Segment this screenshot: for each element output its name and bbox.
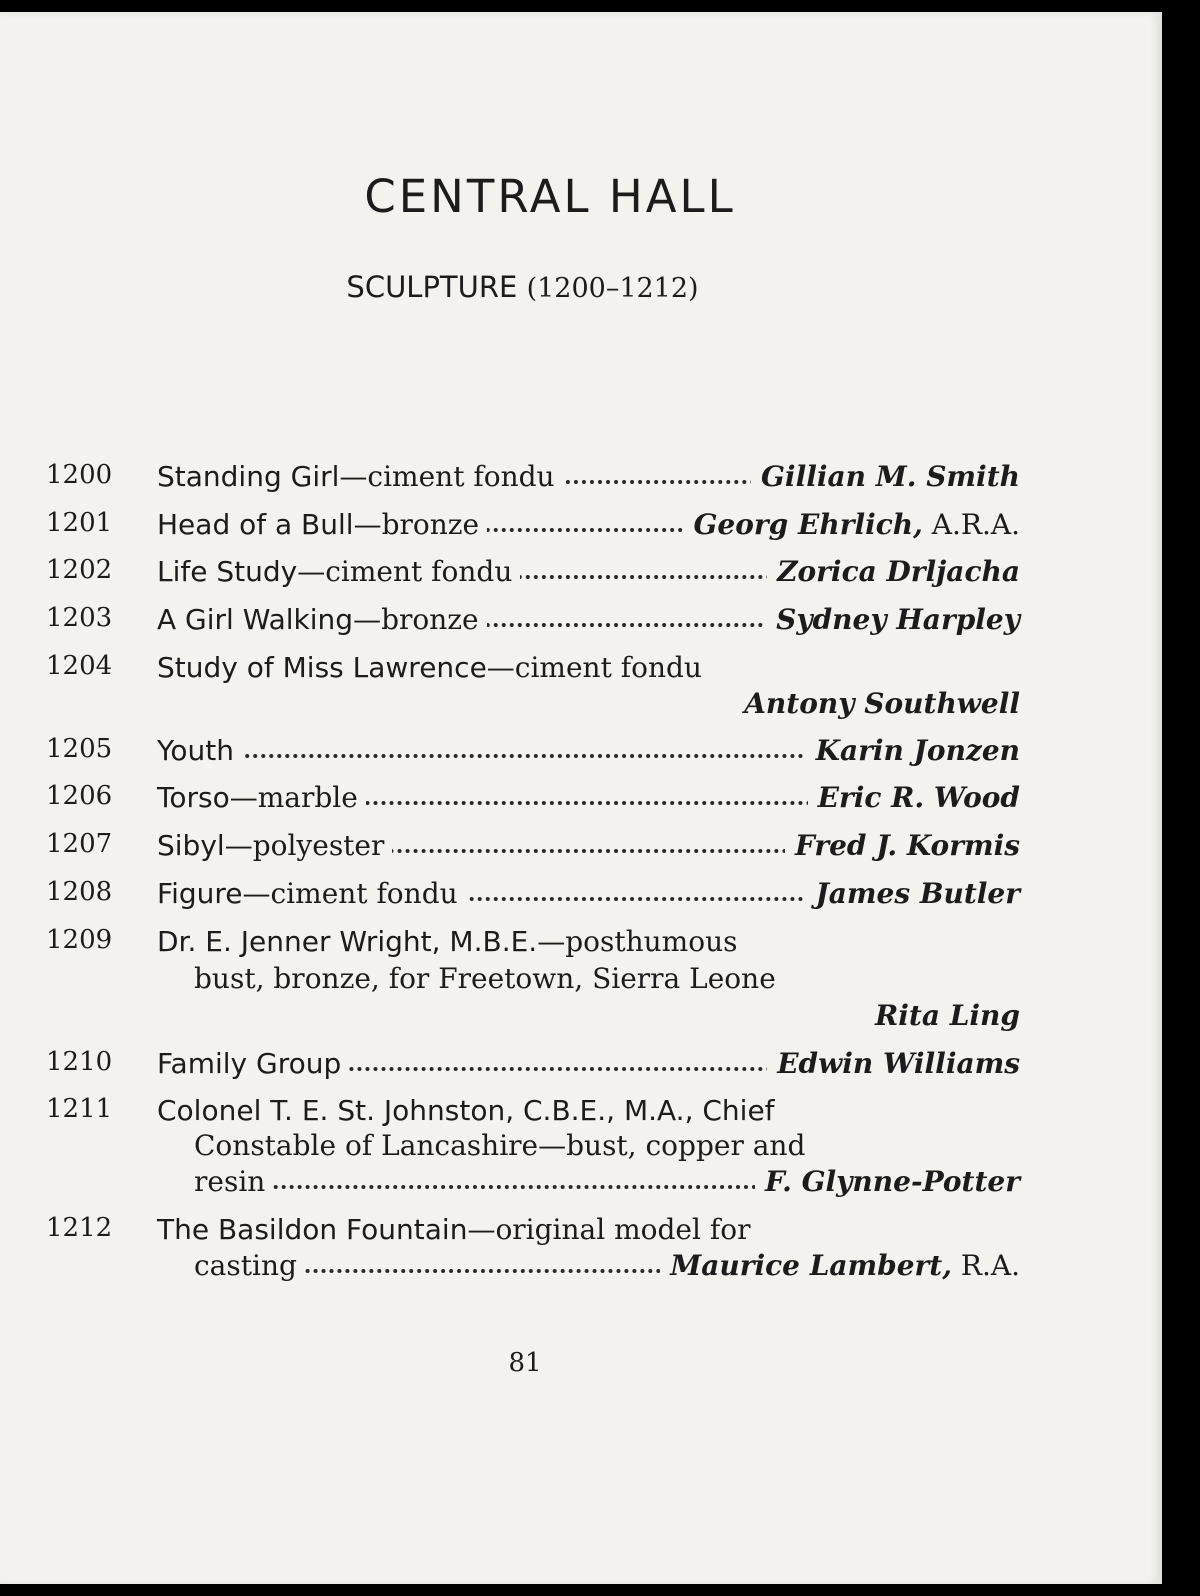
entry-work — [157, 781, 366, 814]
entry-artist: Zorica Drljacha — [767, 555, 1020, 588]
entry-continuation: casting — [194, 1249, 305, 1282]
entry-artist: Georg Ehrlich, — [693, 508, 923, 541]
entry-number: 1208 — [46, 877, 113, 907]
section-range: (1200–1212) — [526, 273, 699, 304]
entry-title: Standing Girl — [157, 460, 340, 493]
entry-line — [157, 508, 1020, 548]
entry-work — [157, 829, 392, 862]
entry-line — [157, 1047, 1020, 1087]
entry-work — [157, 1213, 750, 1246]
catalogue-entry — [46, 1094, 1020, 1134]
entry-artist: Maurice Lambert, — [670, 1249, 952, 1282]
entry-line — [157, 877, 1020, 917]
entry-title: Sibyl — [157, 829, 225, 862]
entry-artist-block — [684, 508, 1020, 541]
catalogue-entry-continued — [46, 1165, 1020, 1205]
entry-medium: —bronze — [353, 508, 480, 541]
entry-title: Youth — [157, 734, 234, 767]
entry-continuation: resin — [194, 1165, 273, 1198]
catalogue-entry — [46, 460, 1020, 500]
entry-work — [157, 508, 487, 541]
entry-artist: James Butler — [805, 877, 1020, 910]
entry-work — [157, 555, 520, 588]
entry-artist: Eric R. Wood — [808, 781, 1020, 814]
entry-artist-block — [660, 1249, 1020, 1282]
entry-number: 1201 — [46, 508, 113, 538]
entry-work — [157, 603, 487, 636]
entry-line — [157, 781, 1020, 821]
entry-artist: Rita Ling — [865, 999, 1020, 1032]
entry-artist: Karin Jonzen — [806, 734, 1020, 767]
entry-medium: —original model for — [467, 1213, 751, 1246]
entry-work — [157, 877, 466, 910]
entry-medium: —ciment fondu — [242, 877, 458, 910]
page-number: 81 — [508, 1348, 542, 1378]
entry-number: 1212 — [46, 1213, 113, 1243]
catalogue-entry — [46, 508, 1020, 548]
entry-number: 1206 — [46, 781, 113, 811]
entry-line — [157, 687, 1020, 727]
entry-number: 1205 — [46, 734, 113, 764]
entry-number: 1203 — [46, 603, 113, 633]
entry-medium: —posthumous — [537, 925, 738, 958]
entry-medium: —bronze — [353, 603, 479, 636]
catalogue-entry — [46, 603, 1020, 643]
entry-continuation: Constable of Lancashire—bust, copper and — [194, 1129, 806, 1162]
page-title: CENTRAL HALL — [364, 170, 736, 223]
entry-medium: —marble — [229, 781, 358, 814]
catalogue-entry — [46, 555, 1020, 595]
catalogue-entry — [46, 829, 1020, 869]
catalogue-entry-continued — [46, 687, 1020, 727]
entry-artist: Edwin Williams — [767, 1047, 1020, 1080]
section-title: SCULPTURE — [346, 270, 518, 304]
entry-number: 1210 — [46, 1047, 113, 1077]
entry-line — [194, 1249, 1020, 1289]
catalogue-entry — [46, 1047, 1020, 1087]
entry-medium: —ciment fondu — [297, 555, 513, 588]
entry-title: Family Group — [157, 1047, 342, 1080]
entry-title: Colonel T. E. St. Johnston, C.B.E., M.A., Chief — [157, 1094, 775, 1127]
catalogue-entry — [46, 651, 1020, 691]
entry-work — [157, 925, 737, 958]
catalogue-entry — [46, 1213, 1020, 1253]
entry-line — [157, 555, 1020, 595]
catalogue-entry — [46, 734, 1020, 774]
entry-artist-suffix: A.R.A. — [922, 508, 1020, 541]
entry-artist-suffix: R.A. — [951, 1249, 1020, 1282]
entry-continuation: bust, bronze, for Freetown, Sierra Leone — [194, 962, 776, 995]
entry-line — [157, 999, 1020, 1039]
entry-title: Figure — [157, 877, 243, 910]
entry-line — [157, 734, 1020, 774]
entry-medium: —polyester — [224, 829, 385, 862]
catalogue-entry — [46, 925, 1020, 965]
catalogue-entry-continued — [46, 1129, 1020, 1169]
catalogue-entry — [46, 781, 1020, 821]
entry-title: A Girl Walking — [157, 603, 354, 636]
entry-line — [194, 1165, 1020, 1205]
catalogue-page — [0, 12, 1162, 1584]
entry-title: Life Study — [157, 555, 298, 588]
entry-work — [157, 1094, 775, 1127]
entry-title: Dr. E. Jenner Wright, M.B.E. — [157, 925, 538, 958]
entry-number: 1209 — [46, 925, 113, 955]
entry-artist: Sydney Harpley — [766, 603, 1020, 636]
entry-medium: —ciment fondu — [339, 460, 555, 493]
entry-work — [157, 651, 702, 684]
entry-work — [157, 734, 242, 767]
entry-title: Head of a Bull — [157, 508, 354, 541]
entry-artist: Fred J. Kormis — [785, 829, 1020, 862]
entry-artist: Gillian M. Smith — [751, 460, 1020, 493]
entry-number: 1202 — [46, 555, 113, 585]
entry-work — [157, 1047, 349, 1080]
entry-line — [157, 603, 1020, 643]
entry-medium: —ciment fondu — [486, 651, 702, 684]
entry-title: The Basildon Fountain — [157, 1213, 468, 1246]
section-heading — [0, 270, 1045, 304]
entry-line — [157, 460, 1020, 500]
entry-artist: Antony Southwell — [734, 687, 1020, 720]
catalogue-entry-continued — [46, 999, 1020, 1039]
entry-title: Study of Miss Lawrence — [157, 651, 487, 684]
entry-number: 1211 — [46, 1094, 113, 1124]
catalogue-entry-continued — [46, 962, 1020, 1002]
entry-number: 1207 — [46, 829, 113, 859]
catalogue-entry-continued — [46, 1249, 1020, 1289]
entry-title: Torso — [157, 781, 230, 814]
catalogue-entry — [46, 877, 1020, 917]
entry-work — [157, 460, 563, 493]
entry-number: 1200 — [46, 460, 113, 490]
entry-artist: F. Glynne-Potter — [755, 1165, 1020, 1198]
entry-number: 1204 — [46, 651, 113, 681]
entry-line — [157, 829, 1020, 869]
